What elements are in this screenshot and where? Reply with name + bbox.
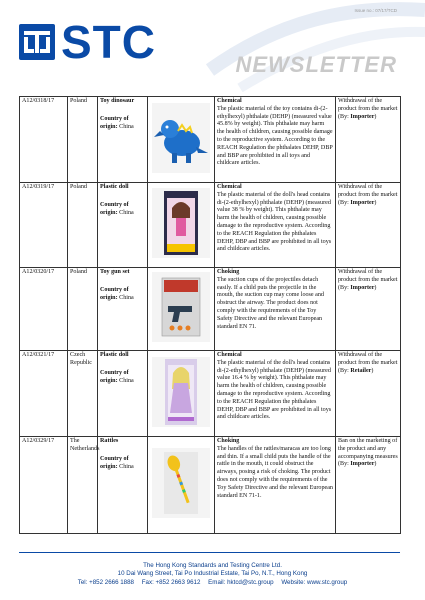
table-row bbox=[20, 437, 401, 534]
measure-end: ) bbox=[374, 461, 377, 468]
origin-line bbox=[100, 370, 145, 386]
product-name: Plastic doll bbox=[100, 184, 129, 190]
footer-fax: Fax: +852 2663 9612 bbox=[141, 579, 201, 586]
origin-line bbox=[100, 287, 145, 303]
measure-end: ) bbox=[374, 284, 377, 291]
alert-reference: A12/0319/17 bbox=[20, 183, 68, 268]
footer-address: 10 Dai Wang Street, Tai Po Industrial Estate, Tai Po, N.T., Hong Kong bbox=[117, 570, 308, 577]
measure-end: ) bbox=[374, 199, 377, 206]
risk-type: Chemical bbox=[217, 184, 242, 190]
header-swoosh-decoration bbox=[200, 0, 425, 92]
measure-by: Importer bbox=[350, 199, 375, 206]
product-cell bbox=[98, 97, 148, 183]
origin-label: Country of origin: bbox=[100, 201, 129, 216]
measure-text: Withdrawal of the product from the market (By: bbox=[338, 184, 398, 206]
risk-description: The plastic material of the doll's head contains di-(2-ethylhexyl) phthalate (DEHP) (measured value 38 % by weight). This phthalate may harm the health of children, causing possible damage to the reproductive system. According to the REACH Regulation the phthalates DEHP, DBP and BBP are prohibited in all toys and childcare articles. bbox=[217, 191, 332, 253]
newsletter-title: NEWSLETTER bbox=[235, 52, 397, 77]
measure-cell bbox=[336, 183, 401, 268]
alert-reference: A12/0321/17 bbox=[20, 351, 68, 437]
measure-text: Withdrawal of the product from the market (By: bbox=[338, 269, 398, 291]
stc-logo-text: STC bbox=[61, 16, 156, 68]
measure-end: ) bbox=[371, 367, 374, 374]
origin-line bbox=[100, 202, 145, 218]
table-row bbox=[20, 183, 401, 268]
measure-cell bbox=[336, 351, 401, 437]
measure-by: Importer bbox=[350, 284, 375, 291]
measure-end: ) bbox=[374, 113, 377, 120]
alerts-table bbox=[19, 96, 401, 534]
product-image bbox=[152, 103, 210, 173]
product-cell bbox=[98, 437, 148, 534]
notifying-country: Poland bbox=[68, 183, 98, 268]
risk-cell bbox=[215, 183, 336, 268]
origin-line bbox=[100, 116, 145, 132]
measure-text: Withdrawal of the product from the market (By: bbox=[338, 98, 398, 120]
product-cell bbox=[98, 183, 148, 268]
footer-email[interactable]: Email: hktcd@stc.group bbox=[208, 579, 274, 586]
measure-by: Importer bbox=[350, 113, 375, 120]
footer-contacts bbox=[0, 579, 425, 586]
notifying-country: The Netherlands bbox=[68, 437, 98, 534]
measure-by: Retailer bbox=[350, 367, 372, 374]
product-cell bbox=[98, 268, 148, 351]
risk-cell bbox=[215, 351, 336, 437]
origin-label: Country of origin: bbox=[100, 369, 129, 384]
alert-reference: A12/0320/17 bbox=[20, 268, 68, 351]
notifying-country: Poland bbox=[68, 97, 98, 183]
risk-description: The plastic material of the toy contains di-(2-ethylhexyl) phthalate (DEHP) (measured value 45.8% by weight). This phthalate may harm the health of children, causing possible damage to the reproductive system. According to the REACH Regulation the phthalates DEHP, DBP and BBP are prohibited in all toys and childcare articles. bbox=[217, 105, 333, 167]
product-image-cell bbox=[148, 183, 215, 268]
alerts-table-container bbox=[19, 96, 400, 533]
footer bbox=[0, 548, 425, 600]
product-image-cell bbox=[148, 97, 215, 183]
origin-label: Country of origin: bbox=[100, 455, 129, 470]
product-name: Plastic doll bbox=[100, 352, 129, 358]
product-name: Toy gun set bbox=[100, 269, 130, 275]
measure-cell bbox=[336, 437, 401, 534]
origin-line bbox=[100, 456, 145, 472]
risk-type: Choking bbox=[217, 269, 240, 275]
product-image bbox=[152, 188, 210, 258]
risk-type: Chemical bbox=[217, 352, 242, 358]
risk-description: The handles of the rattles/maracas are too long and thin. If a small child puts the handle of the rattle in the mouth, it could obstruct the airways, posing a risk of choking. The product does not comply with the requirements of the Toy Safety Directive and the relevant European standard EN 71-1. bbox=[217, 445, 333, 499]
product-name: Rattles bbox=[100, 438, 119, 444]
measure-text: Withdrawal of the product from the market (By: bbox=[338, 352, 398, 374]
origin-value: China bbox=[119, 463, 134, 470]
risk-cell bbox=[215, 268, 336, 351]
footer-divider bbox=[19, 552, 400, 553]
origin-value: China bbox=[119, 294, 134, 301]
table-row bbox=[20, 351, 401, 437]
product-image-cell bbox=[148, 268, 215, 351]
risk-cell bbox=[215, 437, 336, 534]
footer-tel: Tel: +852 2666 1888 bbox=[77, 579, 135, 586]
product-cell bbox=[98, 351, 148, 437]
alert-reference: A12/0318/17 bbox=[20, 97, 68, 183]
origin-label: Country of origin: bbox=[100, 115, 129, 130]
notifying-country: Poland bbox=[68, 268, 98, 351]
table-row bbox=[20, 268, 401, 351]
newsletter-header bbox=[0, 0, 425, 92]
risk-type: Choking bbox=[217, 438, 240, 444]
product-name: Toy dinosaur bbox=[100, 98, 135, 104]
risk-description: The suction cups of the projectiles detach easily. If a child puts the projectile in the mouth, the suction cup may come loose and obstruct the airway. The product does not comply with the requirements of the Toy Safety Directive and the relevant European standard EN 71. bbox=[217, 276, 324, 330]
footer-website[interactable]: Website: www.stc.group bbox=[281, 579, 348, 586]
notifying-country: Czech Republic bbox=[68, 351, 98, 437]
stc-logo-icon bbox=[19, 24, 55, 60]
origin-value: China bbox=[119, 377, 134, 384]
risk-cell bbox=[215, 97, 336, 183]
measure-by: Importer bbox=[350, 461, 375, 468]
footer-company: The Hong Kong Standards and Testing Centre Ltd. bbox=[143, 562, 282, 569]
origin-value: China bbox=[119, 123, 134, 130]
origin-value: China bbox=[119, 209, 134, 216]
measure-cell bbox=[336, 97, 401, 183]
product-image-cell bbox=[148, 351, 215, 437]
product-image bbox=[152, 357, 210, 427]
table-row bbox=[20, 97, 401, 183]
origin-label: Country of origin: bbox=[100, 286, 129, 301]
product-image-cell bbox=[148, 437, 215, 534]
product-image bbox=[152, 272, 210, 342]
risk-type: Chemical bbox=[217, 98, 242, 104]
risk-description: The plastic material of the doll's head contains di-(2-ethylhexyl) phthalate (DEHP) (measured value 16.4 % by weight). This phthalate may harm the health of children, causing possible damage to the reproductive system. According to the REACH Regulation the phthalates DEHP, DBP and BBP are prohibited in all toys and childcare articles. bbox=[217, 359, 332, 421]
measure-cell bbox=[336, 268, 401, 351]
measure-text: Ban on the marketing of the product and any accompanying measures (By: bbox=[338, 438, 398, 468]
product-image bbox=[152, 448, 210, 518]
alert-reference: A12/0329/17 bbox=[20, 437, 68, 534]
issue-number: Issue no.: 07/17/TCD bbox=[354, 8, 397, 13]
